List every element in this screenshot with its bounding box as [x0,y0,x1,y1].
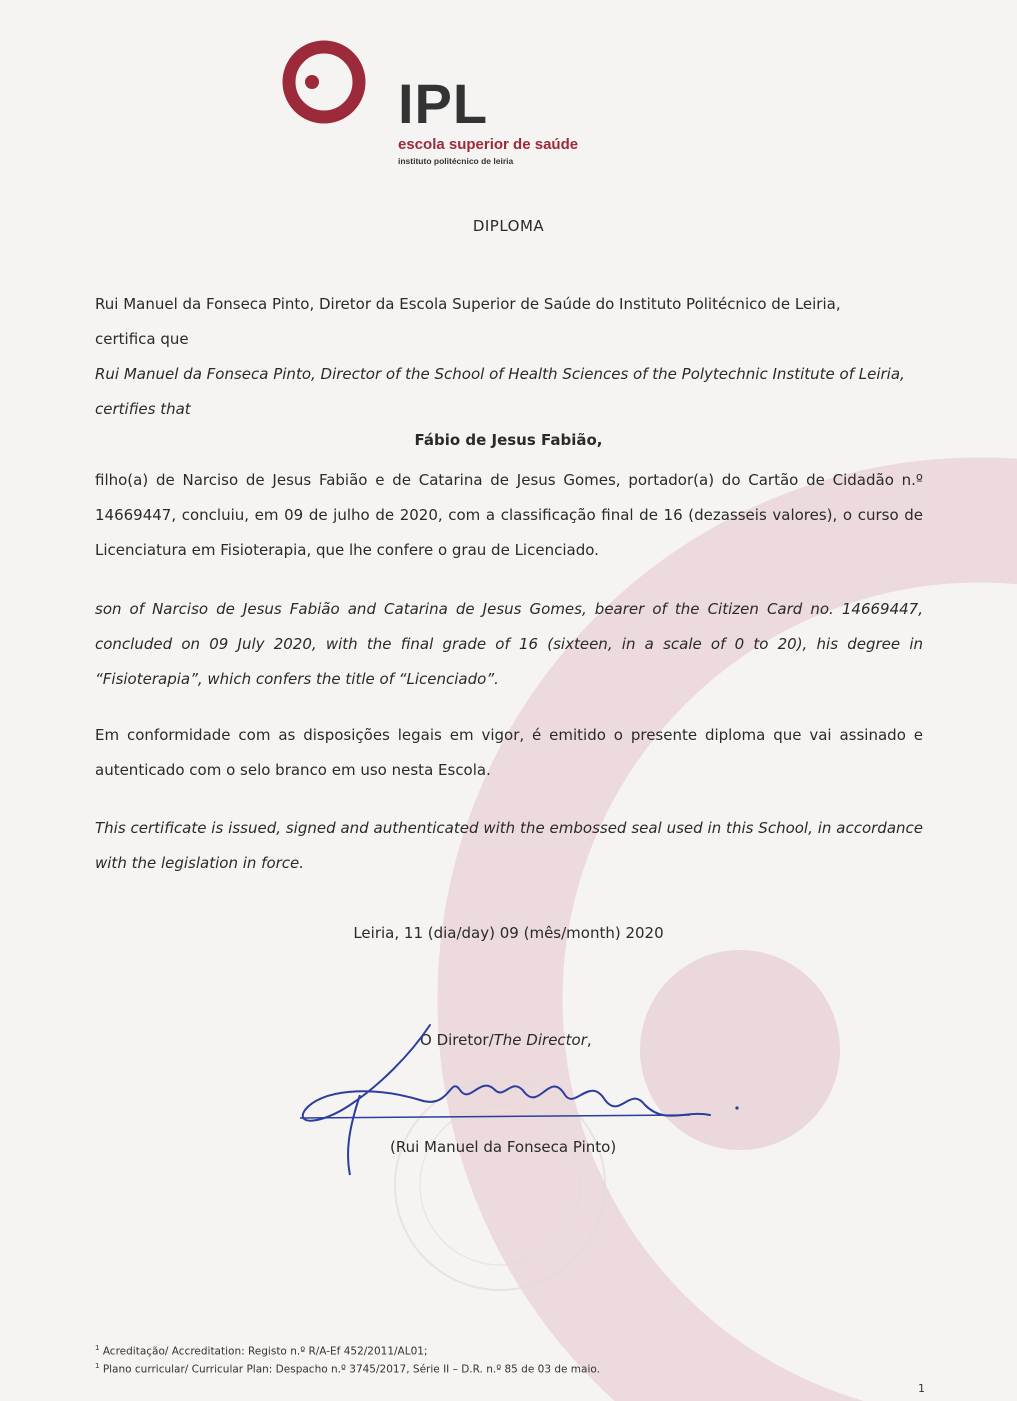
signatory-name: (Rui Manuel da Fonseca Pinto) [390,1138,617,1156]
logo-school-name: escola superior de saúde [398,136,579,153]
footnote-mark: 1 [95,1344,100,1352]
page-number: 1 [918,1382,925,1395]
footnote-mark: 1 [95,1362,100,1370]
intro-pt-line-2: certifica que [95,330,189,348]
intro-pt-line-1: Rui Manuel da Fonseca Pinto, Diretor da Escola Superior de Saúde do Instituto Politécnico de Leiria, [95,295,841,313]
signature-role-en: The Director [493,1031,587,1049]
ipl-logo [280,38,620,178]
intro-en-line-2: certifies that [95,400,191,418]
body-en: son of Narciso de Jesus Fabião and Catarina de Jesus Gomes, bearer of the Citizen Card no. 14669447, concluded on 09 July 2020, with the final grade of 16 (sixteen, in a scale of 0 to 20), his degree in “Fisioterapia”, which confers the title of “Licenciado”. [95,600,923,688]
legal-en: This certificate is issued, signed and authenticated with the embossed seal used in this School, in accordance with the legislation in force. [95,819,923,872]
footnote-curricular-plan [95,1362,600,1376]
body-pt: filho(a) de Narciso de Jesus Fabião e de Catarina de Jesus Gomes, portador(a) do Cartão de Cidadão n.º 14669447, concluiu, em 09 de julho de 2020, com a classificação final de 16 (dezasseis valores), o curso de Licenciatura em Fisioterapia, que lhe confere o grau de Licenciado. [95,471,923,559]
legal-pt: Em conformidade com as disposições legais em vigor, é emitido o presente diploma que vai assinado e autenticado com o selo branco em uso nesta Escola. [95,726,923,779]
graduate-name: Fábio de Jesus Fabião, [414,431,603,449]
logo-ring-icon [280,38,390,148]
place-date: Leiria, 11 (dia/day) 09 (mês/month) 2020 [353,924,664,942]
intro-en-line-1: Rui Manuel da Fonseca Pinto, Director of the School of Health Sciences of the Polytechnic Institute of Leiria, [95,365,905,383]
document-title: DIPLOMA [472,217,545,235]
footnote-text: Plano curricular/ Curricular Plan: Despacho n.º 3745/2017, Série II – D.R. n.º 85 de 03 de maio. [102,1363,600,1376]
logo-acronym: IPL [398,72,489,135]
handwritten-signature [290,1015,750,1185]
footnote-text: Acreditação/ Accreditation: Registo n.º R/A-Ef 452/2011/AL01; [102,1345,428,1358]
footnote-accreditation [95,1344,428,1358]
signature-role-pt: O Diretor/ [420,1031,494,1049]
logo-institute-name: instituto politécnico de leiria [398,156,514,166]
signature-role-suffix: , [586,1031,592,1049]
